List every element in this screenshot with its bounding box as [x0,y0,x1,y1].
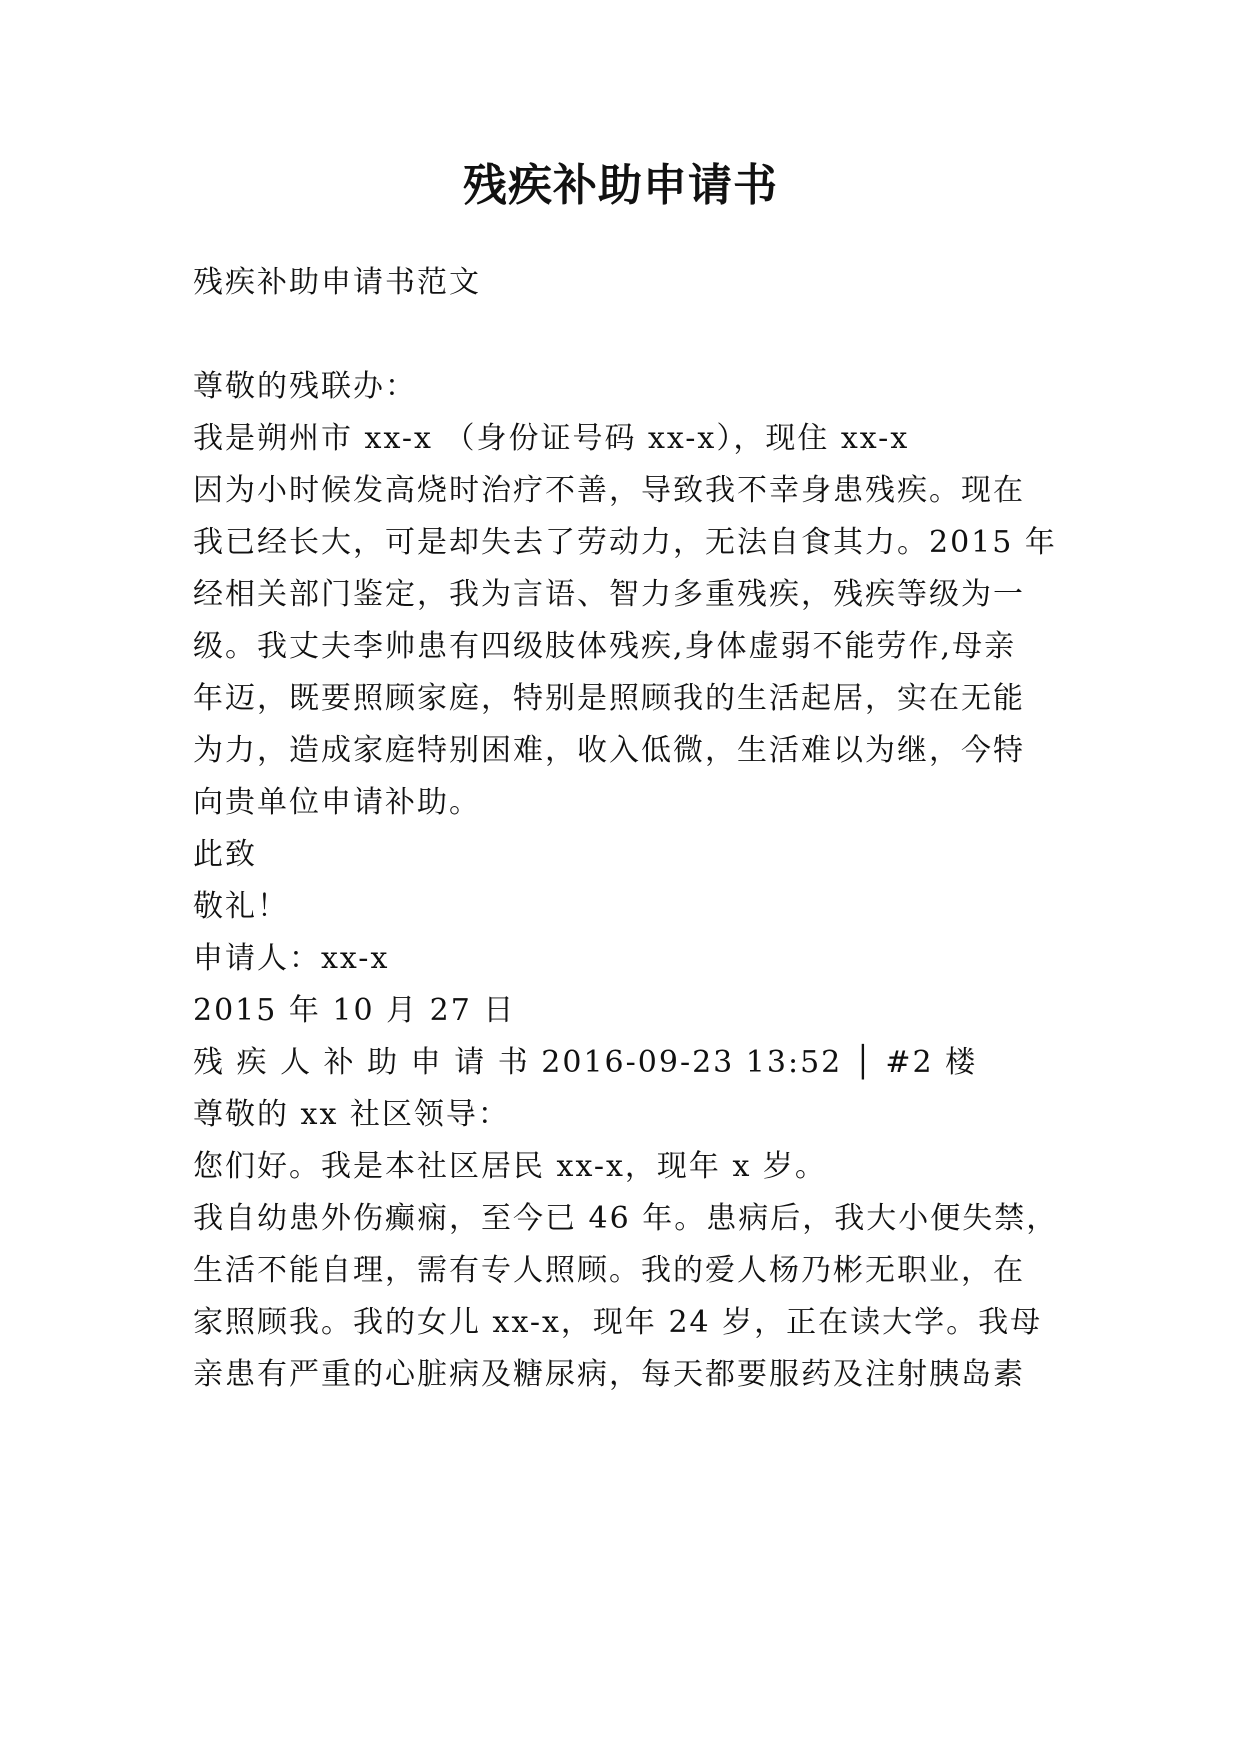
document-title: 残疾补助申请书 [463,160,778,211]
salutation-line: 尊敬的 xx 社区领导： [193,1097,510,1132]
body-line: 经相关部门鉴定，我为言语、智力多重残疾，残疾等级为一 [193,577,1025,612]
body-line: 因为小时候发高烧时治疗不善，导致我不幸身患残疾。现在 [193,473,1025,508]
body-line: 级。我丈夫李帅患有四级肢体残疾,身体虚弱不能劳作,母亲 [193,629,1017,664]
body-line: 向贵单位申请补助。 [193,785,481,820]
body-line: 我是朔州市 xx-x （身份证号码 xx-x），现住 xx-x [193,421,910,456]
body-line: 家照顾我。我的女儿 xx-x，现年 24 岁，正在读大学。我母 [193,1305,1043,1340]
date-line: 2015 年 10 月 27 日 [193,993,516,1028]
closing-line: 敬礼！ [193,889,289,924]
body-line: 生活不能自理，需有专人照顾。我的爱人杨乃彬无职业，在 [193,1253,1025,1288]
body-line: 您们好。我是本社区居民 xx-x，现年 x 岁。 [193,1149,827,1184]
body-line: 亲患有严重的心脏病及糖尿病，每天都要服药及注射胰岛素 [193,1357,1025,1392]
subtitle-line: 残疾补助申请书范文 [193,265,481,300]
body-line: 我已经长大，可是却失去了劳动力，无法自食其力。2015 年 [193,525,1057,560]
body-line: 我自幼患外伤癫痫，至今已 46 年。患病后，我大小便失禁， [193,1201,1059,1236]
post-header-line: 残 疾 人 补 助 申 请 书 2016-09-23 13:52 │ #2 楼 [193,1045,978,1080]
salutation-line: 尊敬的残联办： [193,369,417,404]
body-line: 年迈，既要照顾家庭，特别是照顾我的生活起居，实在无能 [193,681,1025,716]
applicant-line: 申请人：xx-x [193,941,390,976]
closing-line: 此致 [193,837,257,872]
body-line: 为力，造成家庭特别困难，收入低微，生活难以为继，今特 [193,733,1025,768]
